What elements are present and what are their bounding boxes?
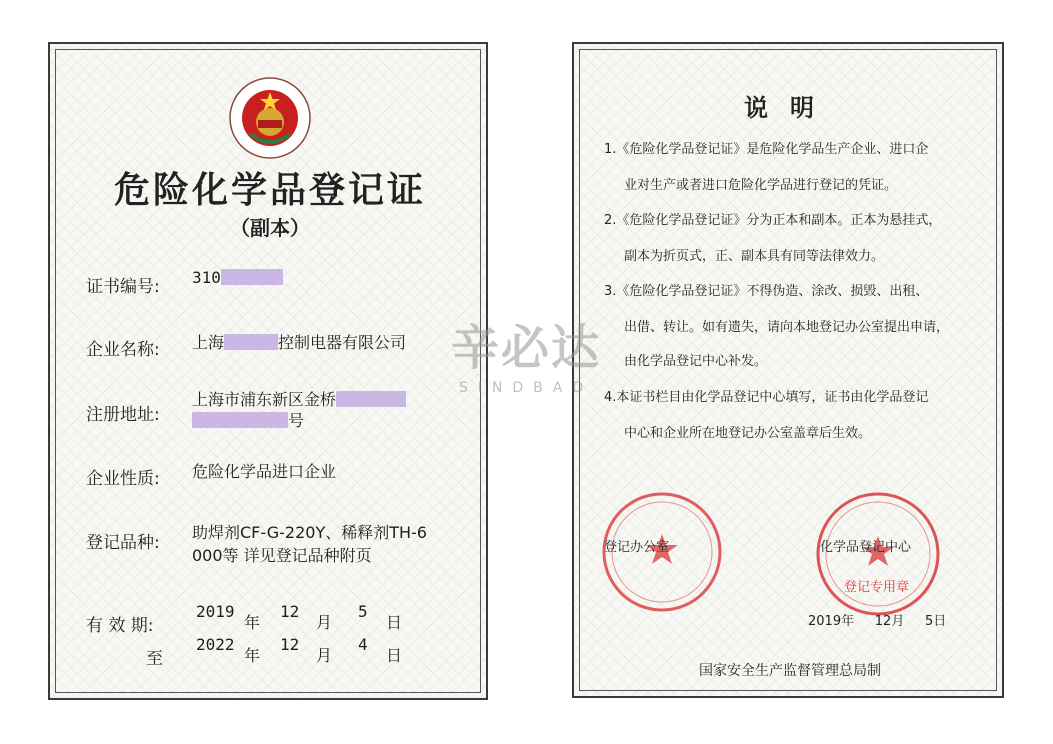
- validity-from-year-unit: 年: [244, 613, 261, 632]
- company-label: 企业名称:: [86, 340, 160, 360]
- validity-to-day-unit: 日: [386, 646, 403, 665]
- redaction-block: [221, 269, 283, 285]
- nature-label: 企业性质:: [86, 469, 160, 489]
- address-line-1: [192, 387, 406, 410]
- certificate-right-page: [572, 42, 1004, 698]
- instruction-line-8: 4.本证书栏目由化学品登记中心填写，证书由化学品登记: [604, 390, 929, 405]
- instruction-line-4: 副本为折页式，正、副本具有同等法律效力。: [624, 249, 885, 264]
- variety-line-2: 000等 详见登记品种附页: [192, 546, 372, 565]
- watermark-en: SINDBAD: [458, 380, 594, 396]
- validity-to-year-unit: 年: [244, 646, 261, 665]
- instructions-title: 说明: [744, 94, 836, 122]
- variety-line-1: 助焊剂CF-G-220Y、稀释剂TH-6: [192, 523, 427, 542]
- validity-from-year: 2019: [196, 602, 235, 621]
- instruction-line-3: 2.《危险化学品登记证》分为正本和副本。正本为悬挂式，: [604, 213, 942, 228]
- address-label: 注册地址:: [86, 405, 160, 425]
- address-line-2-suffix: 号: [288, 411, 305, 430]
- issue-date: [808, 610, 946, 629]
- office-seal-label: 登记办公室: [604, 540, 670, 555]
- instruction-line-9: 中心和企业所在地登记办公室盖章后生效。: [624, 426, 872, 441]
- validity-to-month: 12: [280, 635, 300, 654]
- instruction-line-6: 出借、转让。如有遗失，请向本地登记办公室提出申请，: [624, 320, 950, 335]
- validity-from-month-unit: 月: [316, 613, 333, 632]
- validity-from-day: 5: [358, 602, 368, 621]
- issue-month: 12: [874, 614, 892, 629]
- instruction-line-7: 由化学品登记中心补发。: [624, 354, 768, 369]
- company-value: [192, 330, 406, 353]
- validity-to-year: 2022: [196, 635, 235, 654]
- address-line-1-text: 上海市浦东新区金桥: [192, 390, 337, 409]
- validity-to-label: 至: [146, 649, 163, 669]
- issue-year: 2019: [808, 614, 842, 629]
- company-prefix: 上海: [192, 333, 225, 352]
- issuer-footer: 国家安全生产监督管理总局制: [699, 663, 881, 679]
- validity-from-day-unit: 日: [386, 613, 403, 632]
- cert-no-text: 310: [192, 268, 221, 287]
- issue-year-unit: 年: [841, 614, 855, 629]
- seal-special-text: 登记专用章: [844, 580, 910, 595]
- address-line-2: [192, 408, 304, 431]
- instruction-line-1: 1.《危险化学品登记证》是危险化学品生产企业、进口企: [604, 142, 929, 157]
- variety-label: 登记品种:: [86, 533, 160, 553]
- validity-from-month: 12: [280, 602, 300, 621]
- redaction-block: [224, 334, 278, 350]
- watermark-cn: 辛必达: [450, 320, 601, 376]
- certificate-subtitle: （副本）: [230, 216, 310, 240]
- registration-center-seal-icon: [814, 490, 942, 618]
- certificate-left-page: [48, 42, 488, 700]
- instruction-line-2: 业对生产或者进口危险化学品进行登记的凭证。: [624, 178, 898, 193]
- redaction-block: [336, 391, 406, 407]
- nature-value: 危险化学品进口企业: [192, 462, 337, 481]
- validity-to-day: 4: [358, 635, 368, 654]
- certificate-title: 危险化学品登记证: [113, 170, 426, 211]
- company-suffix: 控制电器有限公司: [278, 333, 407, 352]
- instruction-line-5: 3.《危险化学品登记证》不得伪造、涂改、损毁、出租、: [604, 284, 929, 299]
- issue-month-unit: 月: [891, 614, 905, 629]
- validity-to-month-unit: 月: [316, 646, 333, 665]
- validity-label: 有 效 期:: [86, 616, 154, 636]
- redaction-block: [192, 412, 288, 428]
- cert-no-label: 证书编号:: [86, 277, 160, 297]
- registration-center-seal-label: 化学品登记中心: [820, 540, 912, 555]
- national-emblem-icon: [228, 76, 312, 160]
- office-seal-icon: [600, 490, 724, 614]
- issue-day-unit: 日: [933, 614, 947, 629]
- cert-no-value: [192, 268, 283, 287]
- issue-day: 5: [925, 614, 934, 629]
